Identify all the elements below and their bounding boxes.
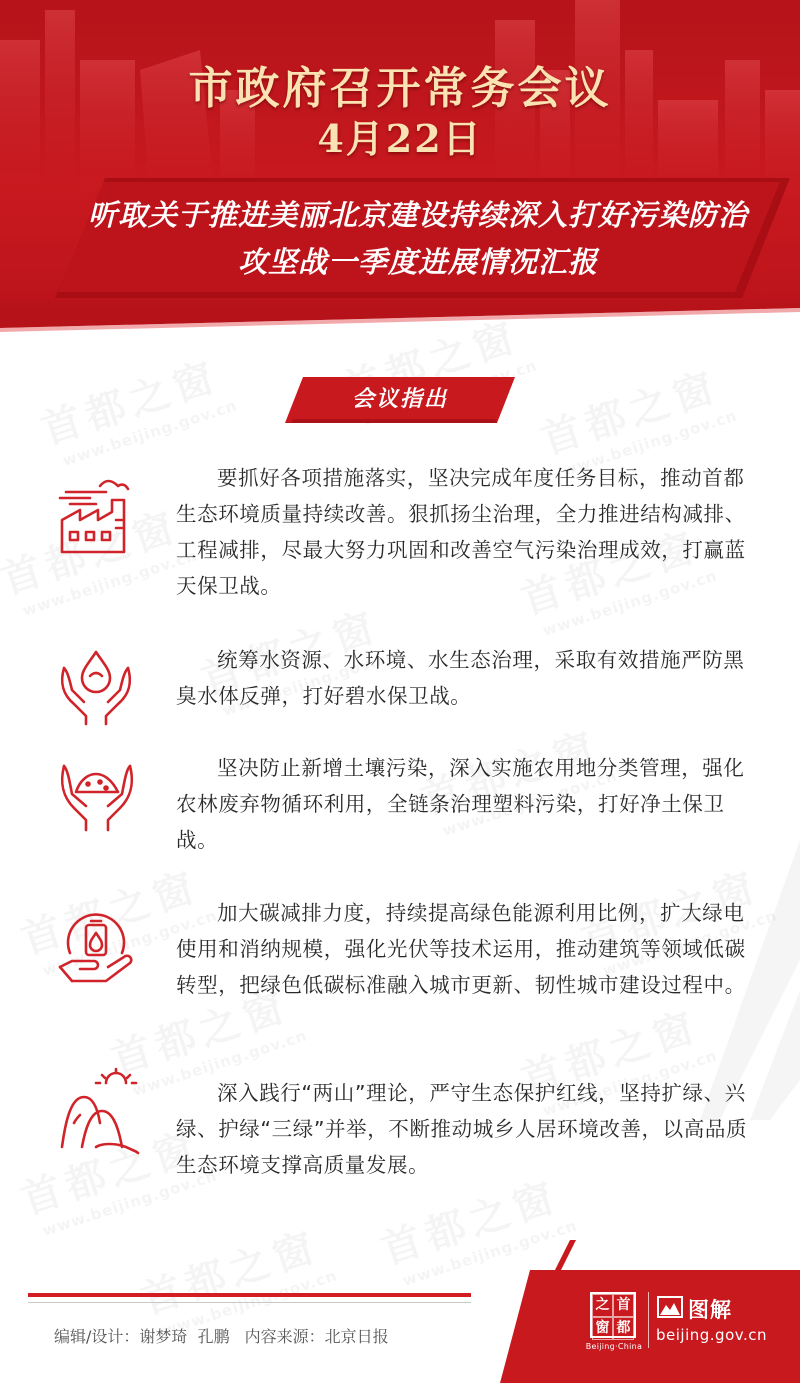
report-title: 听取关于推进美丽北京建设持续深入打好污染防治攻坚战一季度进展情况汇报 — [87, 198, 748, 279]
brand-divider — [648, 1292, 649, 1348]
factory-pollution-icon — [56, 470, 136, 560]
point-text: 要抓好各项措施落实，坚决完成年度任务目标，推动首都生态环境质量持续改善。狠抓扬尘治理，全力推进结构减排、工程减排，尽最大努力巩固和改善空气污染治理成效，打赢蓝天保卫战。 — [176, 466, 746, 598]
point-text: 坚决防止新增土壤污染，深入实施农用地分类管理，强化农林废弃物循环利用，全链条治理塑料污染，打好净土保卫战。 — [176, 756, 745, 852]
hand-green-energy-icon — [56, 909, 136, 989]
section-label — [285, 377, 515, 423]
section-label-text: 会议指出 — [351, 387, 448, 412]
point-text: 深入践行“两山”理论，严守生态保护红线，坚持扩绿、兴绿、护绿“三绿”并举，不断推动城乡人居环境改善，以高品质生态环境支撑高质量发展。 — [176, 1081, 748, 1177]
credits — [54, 1324, 399, 1347]
footer-divider-grey — [28, 1302, 471, 1303]
mountains-sun-icon — [56, 1067, 140, 1157]
hands-water-drop-icon — [56, 646, 136, 726]
point-text: 加大碳减排力度，持续提高绿色能源利用比例，扩大绿电使用和消纳规模，强化光伏等技术运用，推动建筑等领域低碳转型，把绿色低碳标准融入城市更新、韧性城市建设过程中。 — [176, 901, 746, 997]
source-credit: 内容来源：北京日报 — [244, 1327, 389, 1346]
logo-subtitle: Beijing·China — [585, 1342, 643, 1351]
meeting-title: 市政府召开常务会议 — [188, 63, 612, 114]
tujie-label: 图解 — [688, 1298, 732, 1322]
site-url: beijing.gov.cn — [656, 1326, 767, 1344]
hands-soil-icon — [56, 758, 138, 838]
tujie-mountain-icon — [657, 1296, 683, 1318]
editor-credit: 编辑/设计：谢梦琦 孔鹏 — [54, 1327, 230, 1346]
footer-divider-red — [28, 1293, 471, 1297]
point-text: 统筹水资源、水环境、水生态治理，采取有效措施严防黑臭水体反弹，打好碧水保卫战。 — [176, 648, 745, 708]
watermark — [33, 342, 239, 473]
header-bottom-edge — [0, 300, 800, 360]
beijing-portal-logo: 之 首 窗 都 — [590, 1292, 636, 1338]
footer-accent-slash — [548, 1240, 578, 1280]
meeting-date: 4月22日 — [317, 116, 483, 161]
header-banner — [0, 0, 800, 345]
